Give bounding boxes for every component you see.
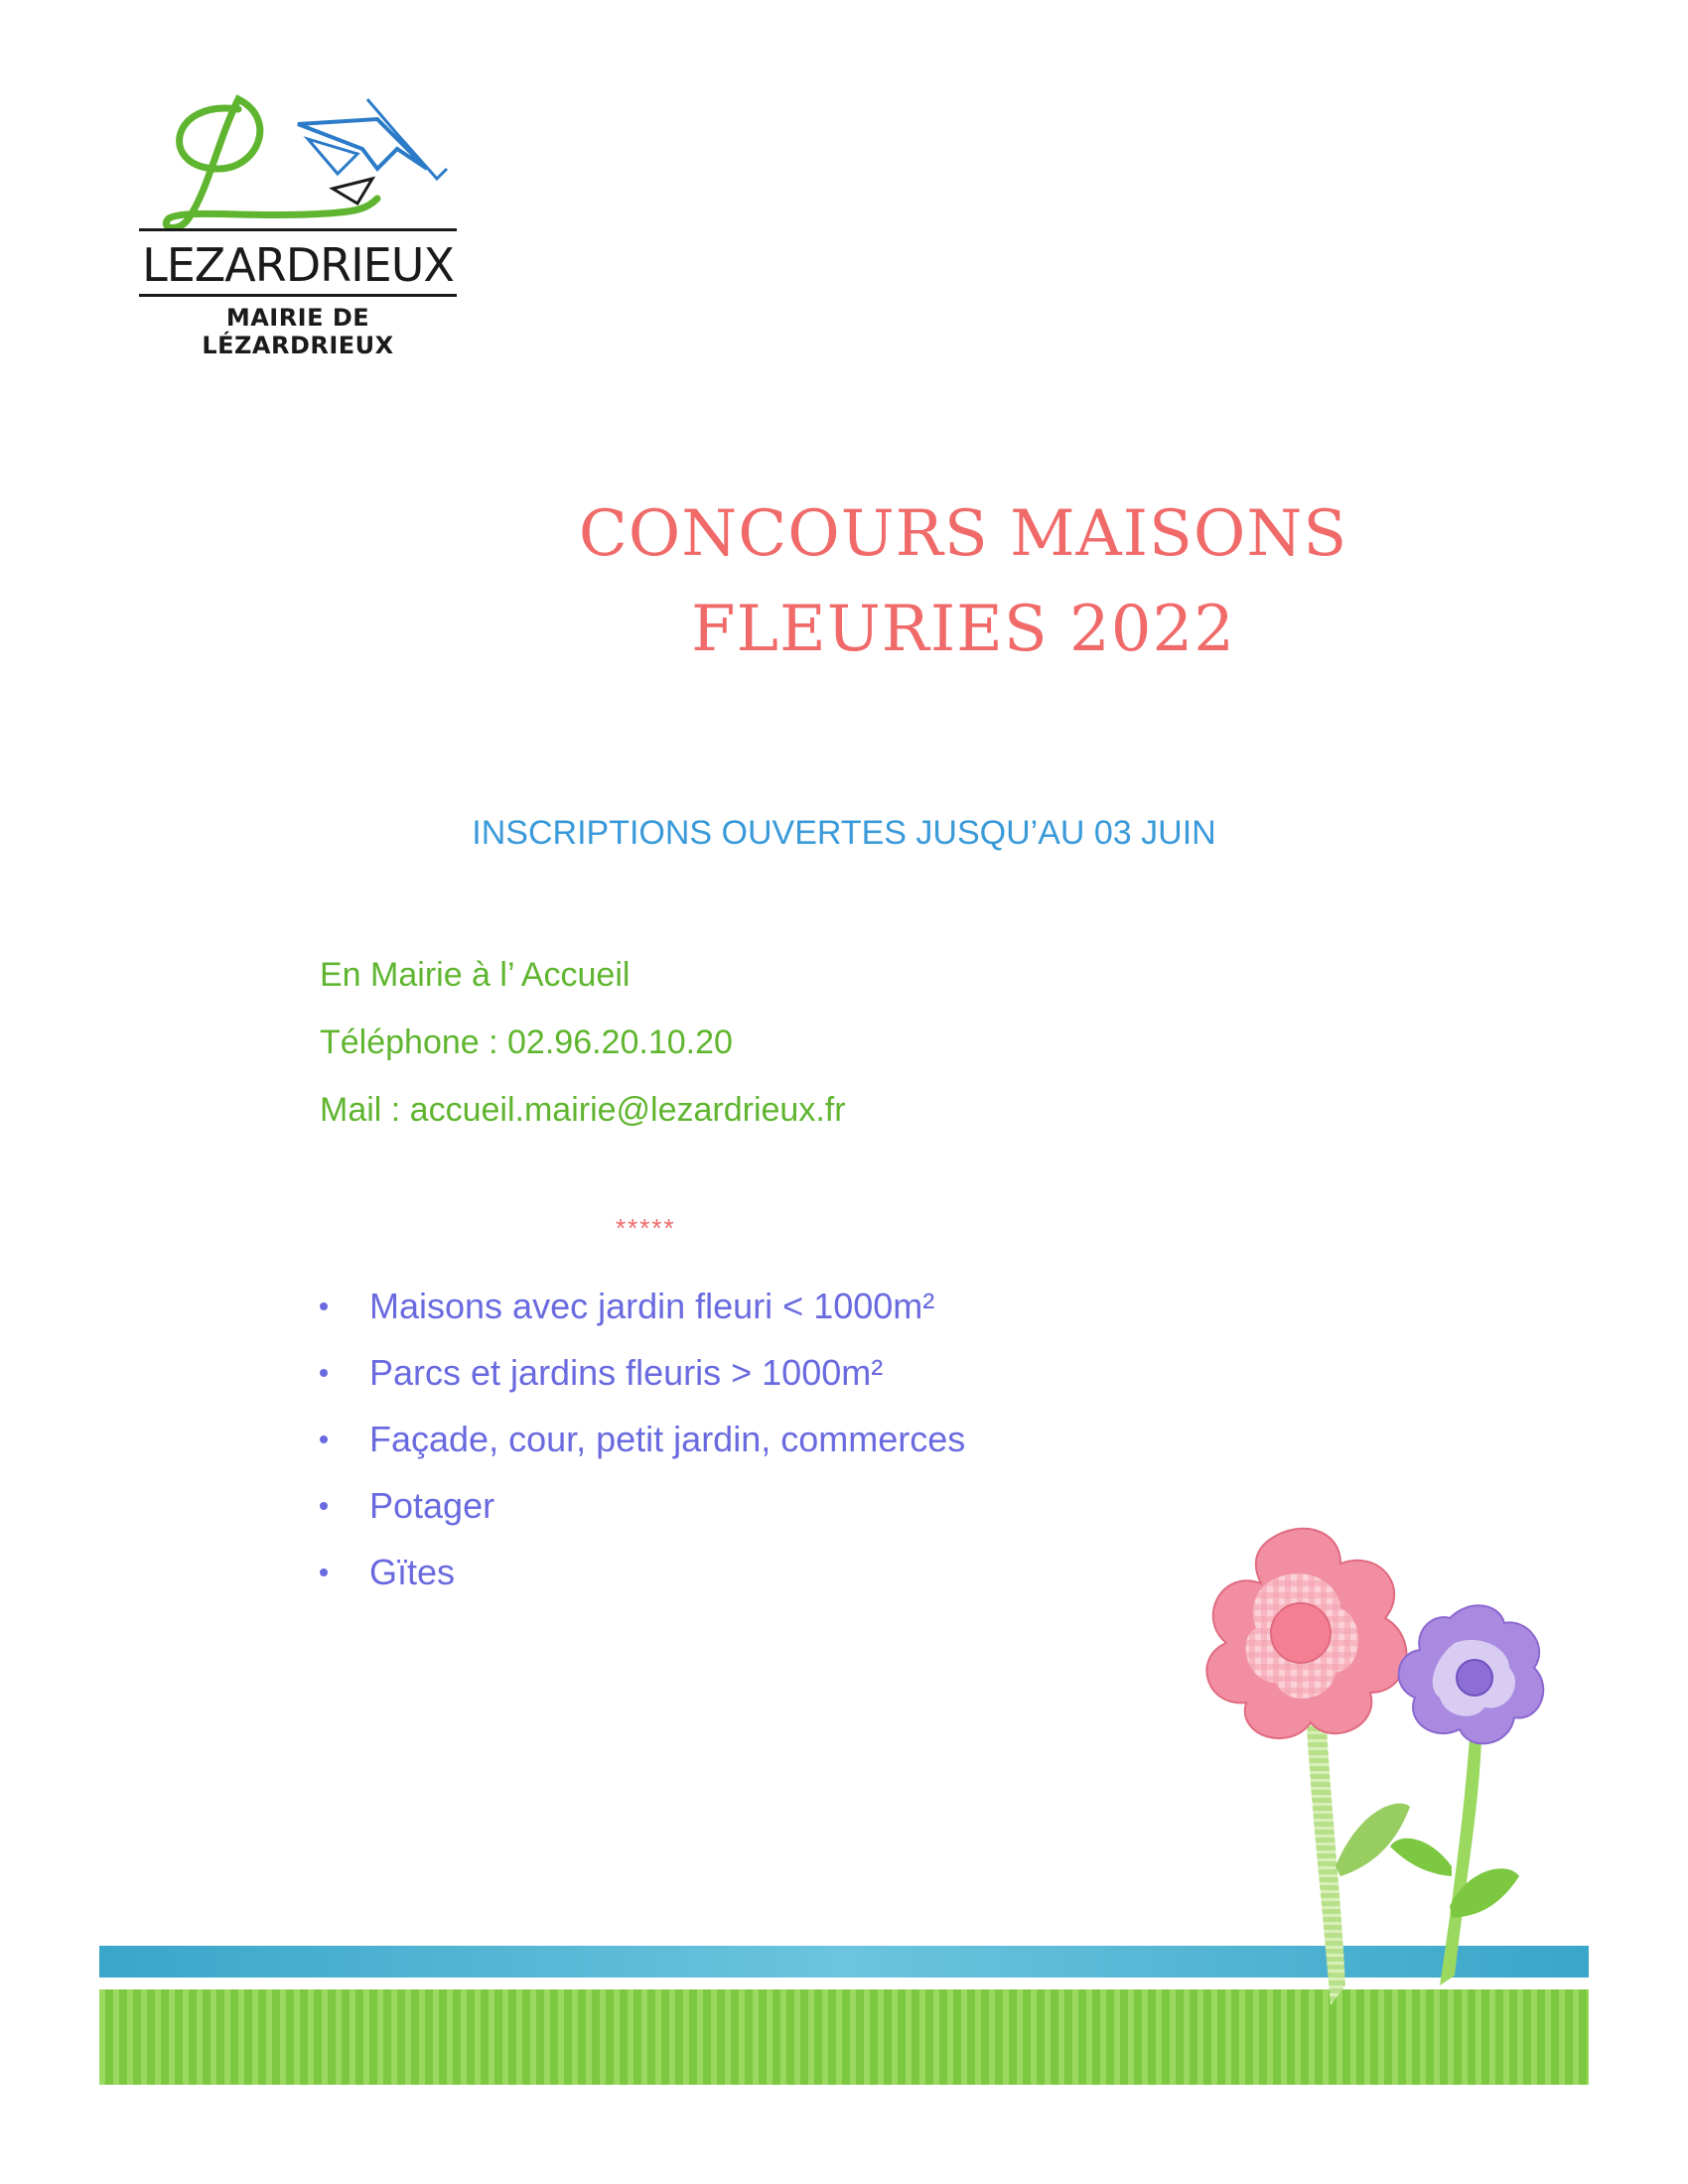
contact-location: En Mairie à l’ Accueil (320, 956, 631, 994)
page-title (516, 486, 1410, 677)
list-item: Parcs et jardins fleuris > 1000m² (320, 1339, 965, 1406)
list-item: Façade, cour, petit jardin, commerces (320, 1406, 965, 1472)
mairie-logo (129, 79, 467, 359)
purple-flower-icon (1399, 1605, 1544, 1743)
logo-name: LEZARDRIEUX (142, 238, 454, 292)
categories-list (320, 1273, 965, 1605)
list-item: Maisons avec jardin fleuri < 1000m² (320, 1273, 965, 1339)
title-line-2: FLEURIES 2022 (691, 593, 1235, 666)
contact-block (320, 941, 846, 1144)
contact-telephone: Téléphone : 02.96.20.10.20 (320, 1024, 733, 1061)
logo-rule-bottom (139, 294, 457, 297)
swallow-icon (298, 99, 447, 204)
pink-flower-stem (1306, 1707, 1345, 2005)
separator-stars: ***** (616, 1213, 676, 1243)
list-item: Gïtes (320, 1539, 965, 1605)
logo-subtitle: MAIRIE DE LÉZARDRIEUX (202, 304, 394, 359)
inscriptions-notice: INSCRIPTIONS OUVERTES JUSQU’AU 03 JUIN (472, 814, 1216, 852)
contact-mail: Mail : accueil.mairie@lezardrieux.fr (320, 1091, 846, 1129)
flowers-illustration (1142, 1509, 1618, 2025)
logo-emblem (129, 79, 467, 238)
purple-flower-leaf-left (1390, 1839, 1452, 1876)
title-line-1: CONCOURS MAISONS (578, 497, 1348, 571)
pink-flower-icon (1206, 1529, 1406, 1738)
logo-l-script (166, 99, 377, 227)
logo-rule-top (139, 228, 457, 231)
list-item: Potager (320, 1472, 965, 1539)
